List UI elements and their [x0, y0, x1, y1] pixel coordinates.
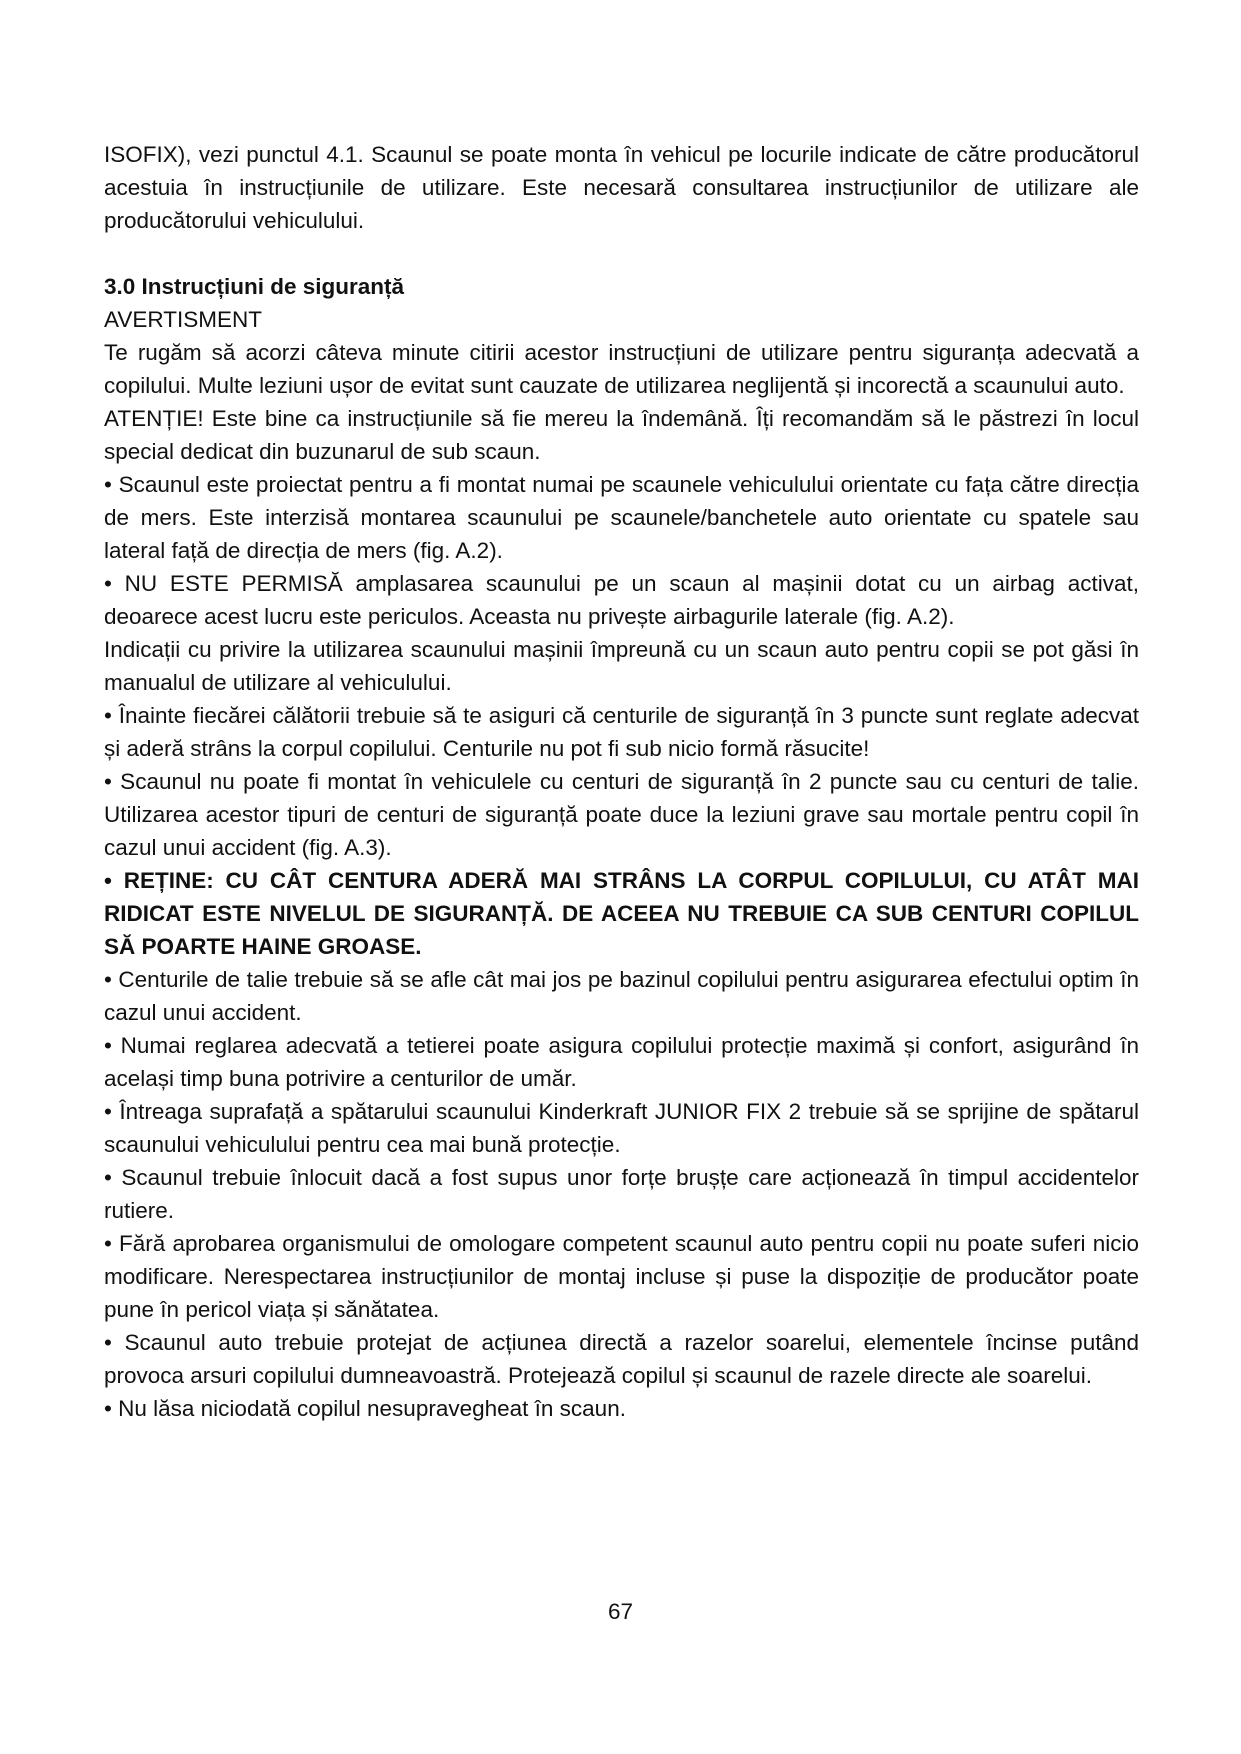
bullet-airbag: • NU ESTE PERMISĂ amplasarea scaunului pe un scaun al mașinii dotat cu un airbag activat, deoarece acest lucru este periculos. Aceasta nu privește airbagurile laterale (fig. A.2).: [104, 571, 1139, 629]
bullet-headrest: • Numai reglarea adecvată a tetierei poate asigura copilului protecție maximă și confort, asigurând în același timp buna potrivire a centurilor de umăr.: [104, 1033, 1139, 1091]
attention-paragraph: ATENȚIE! Este bine ca instrucțiunile să fie mereu la îndemână. Îți recomandăm să le păstrezi în locul special dedicat din buzunarul de sub scaun.: [104, 406, 1139, 464]
warning-label: AVERTISMENT: [104, 307, 262, 332]
page-content: [104, 138, 1139, 1425]
bullet-replace-seat: • Scaunul trebuie înlocuit dacă a fost supus unor forțe brușțe care acționează în timpul accidentelor rutiere.: [104, 1165, 1139, 1223]
safety-paragraph: Te rugăm să acorzi câteva minute citirii acestor instrucțiuni de utilizare pentru siguranța adecvată a copilului. Multe leziuni ușor de evitat sunt cauzate de utilizarea neglijentă și incorectă a scaunului auto.: [104, 340, 1139, 398]
section-heading: 3.0 Instrucțiuni de siguranță: [104, 274, 405, 299]
bullet-remember-warning: • REȚINE: CU CÂT CENTURA ADERĂ MAI STRÂNS LA CORPUL COPILULUI, CU ATÂT MAI RIDICAT ESTE NIVELUL DE SIGURANȚĂ. DE ACEEA NU TREBUIE CA SUB CENTURI COPILUL SĂ POARTE HAINE GROASE.: [104, 868, 1139, 959]
bullet-two-point-belt: • Scaunul nu poate fi montat în vehiculele cu centuri de siguranță în 2 puncte sau cu centuri de talie. Utilizarea acestor tipuri de centuri de siguranță poate duce la leziuni grave sau mortale pentru copil în cazul unui accident (fig. A.3).: [104, 769, 1139, 860]
bullet-sun-protection: • Scaunul auto trebuie protejat de acțiunea directă a razelor soarelui, elementele încinse putând provoca arsuri copilului dumneavoastră. Protejează copilul și scaunul de razele directe ale soarelui.: [104, 1330, 1139, 1388]
bullet-lap-belt: • Centurile de talie trebuie să se afle cât mai jos pe bazinul copilului pentru asigurarea efectului optim în cazul unui accident.: [104, 967, 1139, 1025]
bullet-belt-check: • Înainte fiecărei călătorii trebuie să te asiguri că centurile de siguranță în 3 puncte sunt reglate adecvat și aderă strâns la corpul copilului. Centurile nu pot fi sub nicio formă răsucite!: [104, 703, 1139, 761]
page-number: 67: [607, 1599, 634, 1624]
bullet-modifications: • Fără aprobarea organismului de omologare competent scaunul auto pentru copii nu poate suferi nicio modificare. Nerespectarea instrucțiunilor de montaj incluse și puse la dispoziție de producător poate pune în pericol viața și sănătatea.: [104, 1231, 1139, 1322]
vehicle-manual-note: Indicații cu privire la utilizarea scaunului mașinii împreună cu un scaun auto pentru copii se pot găsi în manualul de utilizare al vehiculului.: [104, 637, 1139, 695]
intro-paragraph: ISOFIX), vezi punctul 4.1. Scaunul se poate monta în vehicul pe locurile indicate de către producătorul acestuia în instrucțiunile de utilizare. Este necesară consultarea instrucțiunilor de utilizare ale producătorului vehiculului.: [104, 142, 1139, 233]
bullet-forward-facing: • Scaunul este proiectat pentru a fi montat numai pe scaunele vehiculului orientate cu fața către direcția de mers. Este interzisă montarea scaunului pe scaunele/banchetele auto orientate cu spatele sau lateral față de direcția de mers (fig. A.2).: [104, 472, 1139, 563]
bullet-unattended: • Nu lăsa niciodată copilul nesupravegheat în scaun.: [104, 1396, 626, 1421]
bullet-backrest: • Întreaga suprafață a spătarului scaunului Kinderkraft JUNIOR FIX 2 trebuie să se sprijine de spătarul scaunului vehiculului pentru cea mai bună protecție.: [104, 1099, 1139, 1157]
